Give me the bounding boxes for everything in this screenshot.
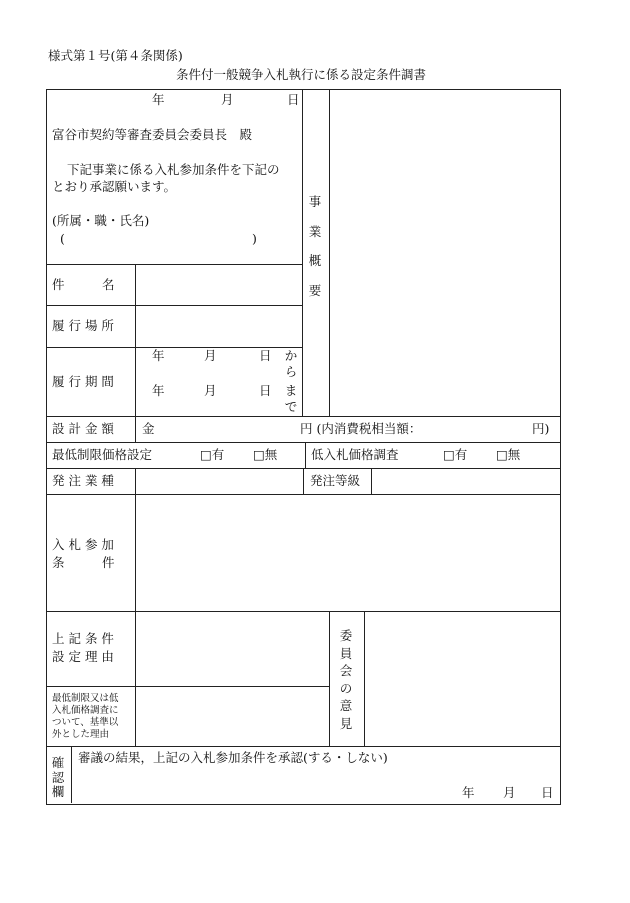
other-reason-line-2: 入札価格調査に — [52, 705, 119, 716]
design-amount-field[interactable] — [158, 418, 298, 440]
order-type-field[interactable] — [136, 469, 303, 494]
location-field[interactable] — [136, 306, 302, 347]
request-line-1: 下記事業に係る入札参加条件を下記の — [67, 162, 280, 177]
confirmation-month: 月 — [503, 785, 516, 800]
affiliation-close-paren: ) — [252, 231, 257, 246]
project-summary-field[interactable] — [330, 90, 559, 416]
amount-prefix: 金 — [142, 421, 155, 436]
min-price-label: 最低制限価格設定 — [52, 447, 153, 462]
project-name-field[interactable] — [136, 265, 302, 305]
order-grade-label: 発注等級 — [310, 473, 361, 488]
min-price-no-checkbox[interactable]: □無 — [253, 447, 278, 462]
project-summary-label: 事 業 概 要 — [308, 194, 322, 298]
period-to-day: 日 — [259, 383, 272, 398]
conditions-label-line-1: 入 札 参 加 — [52, 537, 114, 552]
low-bid-label: 低入札価格調査 — [311, 447, 399, 462]
form-number: 様式第１号(第４条関係) — [48, 48, 183, 63]
row-label-period: 履 行 期 間 — [52, 374, 114, 389]
request-line-2: とおり承認願います。 — [52, 179, 177, 194]
date-year-label: 年 — [152, 92, 165, 107]
period-from-day: 日 — [259, 348, 272, 363]
low-bid-yes-checkbox[interactable]: □有 — [443, 447, 468, 462]
conditions-label-line-2: 条 件 — [52, 555, 115, 570]
other-reason-line-4: 外とした理由 — [52, 729, 110, 740]
confirmation-day: 日 — [541, 785, 554, 800]
addressee: 富谷市契約等審査委員会委員長 殿 — [52, 127, 253, 142]
amount-yen-close: 円) — [532, 421, 550, 436]
row-label-location: 履 行 場 所 — [52, 318, 114, 333]
row-label-project-name: 件 名 — [52, 277, 115, 292]
date-month-label: 月 — [221, 92, 234, 107]
period-to-month: 月 — [204, 383, 217, 398]
affiliation-label: (所属・職・氏名) — [52, 213, 150, 228]
period-from-month: 月 — [204, 348, 217, 363]
period-from-label: か ら — [284, 348, 298, 379]
row-label-design-amount: 設 計 金 額 — [52, 421, 114, 436]
other-reason-line-1: 最低制限又は低 — [52, 693, 119, 704]
min-price-yes-checkbox[interactable]: □有 — [200, 447, 225, 462]
reason-label-line-2: 設 定 理 由 — [52, 649, 114, 664]
other-reason-field[interactable] — [136, 687, 329, 746]
low-bid-no-checkbox[interactable]: □無 — [496, 447, 521, 462]
period-to-year: 年 — [152, 383, 165, 398]
confirmation-label: 確 認 欄 — [51, 755, 65, 799]
committee-opinion-label: 委 員 会 の 意 見 — [339, 628, 353, 731]
row-label-order-type: 発 注 業 種 — [52, 473, 114, 488]
conditions-field[interactable] — [136, 495, 559, 611]
period-to-label: ま で — [284, 383, 298, 414]
affiliation-open-paren: ( — [60, 231, 65, 246]
confirmation-year: 年 — [462, 785, 475, 800]
reason-field[interactable] — [136, 612, 329, 686]
form-title: 条件付一般競争入札執行に係る設定条件調書 — [176, 67, 427, 82]
amount-tax-label: 円 (内消費税相当額： — [300, 421, 422, 436]
committee-opinion-field[interactable] — [365, 612, 559, 746]
reason-label-line-1: 上 記 条 件 — [52, 631, 114, 646]
period-from-year: 年 — [152, 348, 165, 363]
other-reason-line-3: ついて、基準以 — [52, 717, 119, 728]
order-grade-field[interactable] — [372, 469, 559, 494]
date-day-label: 日 — [287, 92, 300, 107]
confirmation-text: 審議の結果，上記の入札参加条件を承認(する・しない) — [78, 750, 388, 765]
